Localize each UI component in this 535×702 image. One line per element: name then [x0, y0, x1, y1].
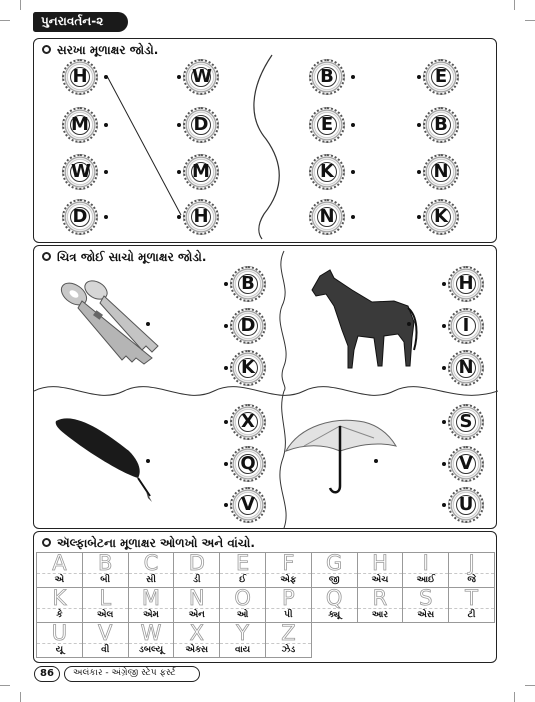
letter-badge[interactable]: D: [62, 199, 98, 235]
letter-badge[interactable]: K: [309, 154, 345, 190]
match-dot[interactable]: [224, 366, 228, 370]
alphabet-cell: V વી: [82, 623, 128, 658]
match-dot[interactable]: [417, 215, 421, 219]
empty-cell: [311, 623, 357, 658]
letter-badge[interactable]: X: [230, 404, 266, 440]
letter-badge[interactable]: H: [448, 266, 484, 302]
keys-icon: [57, 277, 158, 364]
divider-wave: [34, 387, 498, 396]
alphabet-table: [36, 552, 495, 658]
crop-mark: [514, 0, 515, 10]
letter-badge[interactable]: B: [423, 107, 459, 143]
letter-badge[interactable]: E: [423, 59, 459, 95]
match-dot[interactable]: [351, 75, 355, 79]
alphabet-cell: K કે: [37, 588, 83, 623]
crop-mark: [20, 0, 21, 10]
book-title: અલંકાર - અંગ્રેજી સ્ટેપ ફર્સ્ટ: [64, 666, 200, 682]
match-dot[interactable]: [224, 462, 228, 466]
letter-badge[interactable]: D: [230, 308, 266, 344]
empty-cell: [449, 623, 495, 658]
alphabet-cell: P પી: [265, 588, 311, 623]
match-dot[interactable]: [224, 420, 228, 424]
alphabet-cell: H એચ: [357, 553, 403, 588]
alphabet-cell: A એ: [37, 553, 83, 588]
letter-badge[interactable]: Q: [230, 446, 266, 482]
empty-cell: [403, 623, 449, 658]
divider-wave: [254, 55, 279, 239]
match-dot[interactable]: [104, 123, 108, 127]
match-dot[interactable]: [442, 324, 446, 328]
alphabet-cell: W ડબલ્યૂ: [128, 623, 174, 658]
alphabet-cell: X એક્સ: [174, 623, 220, 658]
page-number: 86: [34, 666, 60, 682]
match-dot[interactable]: [177, 170, 181, 174]
match-dot[interactable]: [104, 75, 108, 79]
alphabet-cell: Z ઝેડ: [265, 623, 311, 658]
picture-match-panel: [33, 245, 497, 529]
letter-badge[interactable]: K: [423, 199, 459, 235]
crop-mark: [20, 692, 21, 702]
match-dot[interactable]: [146, 322, 150, 326]
letter-badge[interactable]: V: [448, 446, 484, 482]
match-dot[interactable]: [407, 322, 411, 326]
letter-badge[interactable]: K: [230, 350, 266, 386]
alphabet-panel: [33, 531, 497, 663]
crop-mark: [0, 20, 10, 21]
alphabet-cell: O ઓ: [220, 588, 266, 623]
match-dot[interactable]: [224, 282, 228, 286]
alphabet-cell: N એન: [174, 588, 220, 623]
alphabet-cell: F એફ: [265, 553, 311, 588]
letter-badge[interactable]: B: [309, 59, 345, 95]
section-title: ઍલ્ફાબેટના મૂળાક્ષર ઓળખો અને વાંચો.: [42, 536, 255, 551]
letter-badge[interactable]: M: [183, 154, 219, 190]
section-title: સરખા મૂળાક્ષર જોડો.: [42, 43, 158, 58]
section-title: ચિત્ર જોઈ સાચો મૂળાક્ષર જોડો.: [42, 250, 206, 265]
match-dot[interactable]: [374, 459, 378, 463]
alphabet-cell: M એમ: [128, 588, 174, 623]
match-dot[interactable]: [417, 170, 421, 174]
match-dot[interactable]: [442, 503, 446, 507]
alphabet-cell: D ડી: [174, 553, 220, 588]
alphabet-cell: Q ક્યૂ: [311, 588, 357, 623]
alphabet-cell: B બી: [82, 553, 128, 588]
empty-cell: [357, 623, 403, 658]
match-dot[interactable]: [177, 123, 181, 127]
alphabet-cell: C સી: [128, 553, 174, 588]
letter-badge[interactable]: W: [183, 59, 219, 95]
match-dot[interactable]: [104, 170, 108, 174]
letter-badge[interactable]: M: [62, 107, 98, 143]
section2-art: [34, 246, 498, 530]
crop-mark: [525, 20, 535, 21]
alphabet-cell: T ટી: [449, 588, 495, 623]
match-dot[interactable]: [351, 170, 355, 174]
letter-badge[interactable]: E: [309, 107, 345, 143]
letter-badge[interactable]: D: [183, 107, 219, 143]
letter-badge[interactable]: H: [62, 59, 98, 95]
letter-badge[interactable]: W: [62, 154, 98, 190]
alphabet-cell: G જી: [311, 553, 357, 588]
letter-badge[interactable]: V: [230, 487, 266, 523]
bullet-icon: [42, 538, 51, 547]
match-dot[interactable]: [351, 123, 355, 127]
match-dot[interactable]: [146, 459, 150, 463]
letter-badge[interactable]: N: [423, 154, 459, 190]
match-dot[interactable]: [177, 75, 181, 79]
match-dot[interactable]: [224, 324, 228, 328]
match-dot[interactable]: [442, 282, 446, 286]
alphabet-cell: I આઈ: [403, 553, 449, 588]
alphabet-cell: S એસ: [403, 588, 449, 623]
letter-badge[interactable]: S: [448, 404, 484, 440]
alphabet-cell: L એલ: [82, 588, 128, 623]
match-dot[interactable]: [104, 215, 108, 219]
letter-badge[interactable]: N: [448, 350, 484, 386]
match-dot[interactable]: [177, 215, 181, 219]
table-row: [37, 588, 495, 623]
letter-badge[interactable]: N: [309, 199, 345, 235]
feather-pen-icon: [56, 418, 152, 502]
umbrella-icon: [286, 420, 396, 492]
letter-badge[interactable]: B: [230, 266, 266, 302]
letter-badge[interactable]: H: [183, 199, 219, 235]
match-dot[interactable]: [224, 503, 228, 507]
letter-badge[interactable]: U: [448, 487, 484, 523]
match-dot[interactable]: [442, 366, 446, 370]
alphabet-cell: R આર: [357, 588, 403, 623]
crop-mark: [0, 685, 10, 686]
alphabet-cell: E ઈ: [220, 553, 266, 588]
crop-mark: [525, 685, 535, 686]
table-row: [37, 553, 495, 588]
horse-icon: [312, 270, 416, 368]
divider-wave: [280, 391, 286, 528]
page-title: પુનરાવર્તન-૨: [33, 12, 128, 32]
match-dot[interactable]: [442, 462, 446, 466]
answer-line: [107, 76, 181, 215]
alphabet-cell: U યૂ: [37, 623, 83, 658]
match-dot[interactable]: [351, 215, 355, 219]
letter-badge[interactable]: I: [448, 308, 484, 344]
divider-wave: [280, 251, 286, 391]
crop-mark: [514, 692, 515, 702]
match-dot[interactable]: [442, 420, 446, 424]
match-dot[interactable]: [417, 123, 421, 127]
table-row: [37, 623, 495, 658]
match-dot[interactable]: [417, 75, 421, 79]
alphabet-cell: J જે: [449, 553, 495, 588]
match-letters-panel: [33, 38, 497, 243]
alphabet-cell: Y વાય: [220, 623, 266, 658]
